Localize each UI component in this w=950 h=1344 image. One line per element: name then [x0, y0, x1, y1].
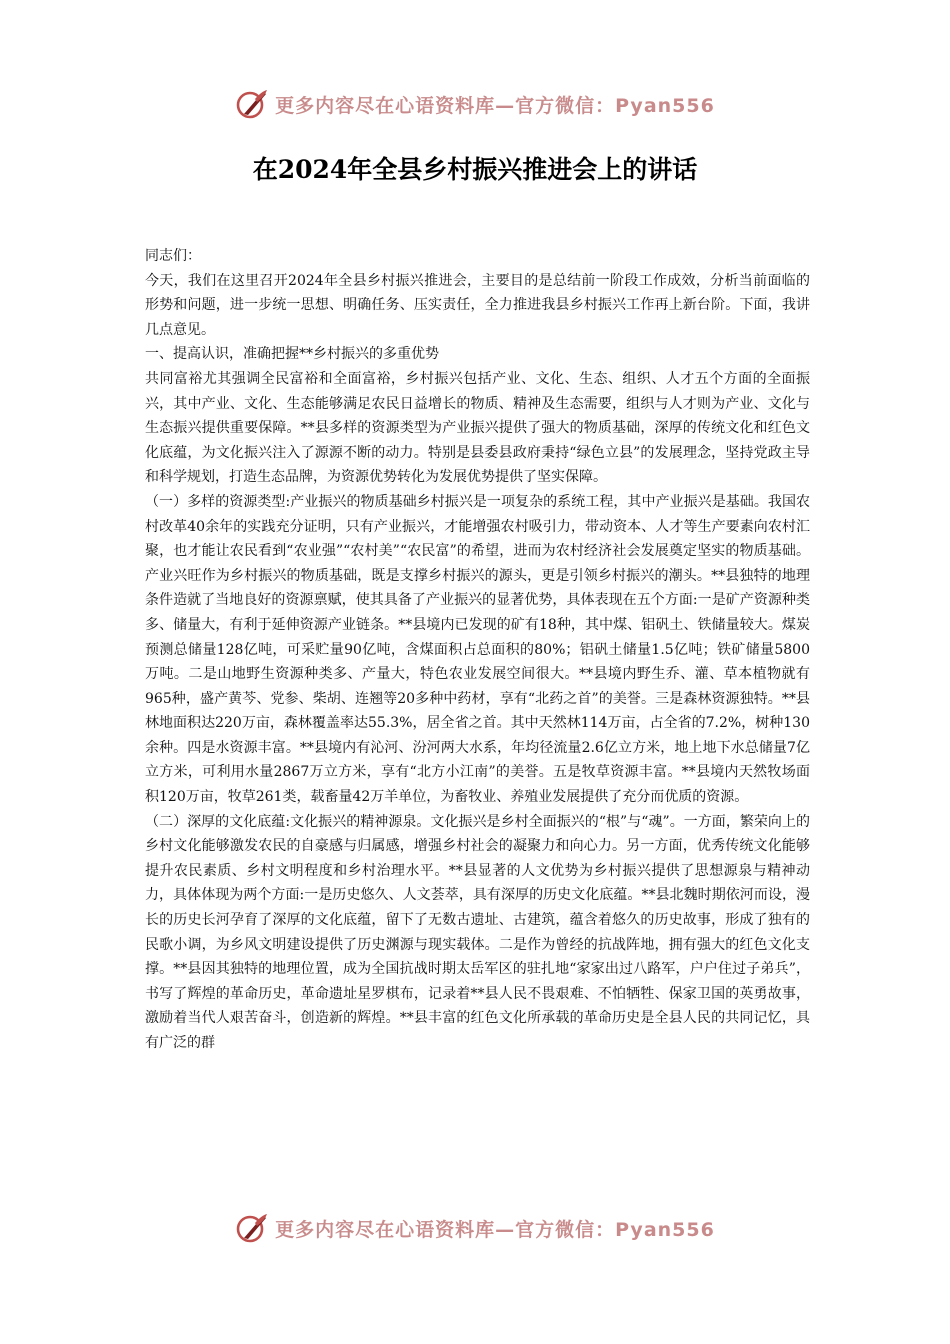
subsection-paragraph-2: （二）深厚的文化底蕴:文化振兴的精神源泉。文化振兴是乡村全面振兴的“根”与“魂”。一方面，繁荣向上的乡村文化能够激发农民的自豪感与归属感，增强乡村社会的凝聚力和向心力。另一方面，优秀传统文化能够提升农民素质、乡村文明程度和乡村治理水平。**县显著的人文优势为乡村振兴提供了思想源泉与精神动力，具体体现为两个方面:一是历史悠久、人文荟萃，具有深厚的历史文化底蕴。**县北魏时期依河而设，漫长的历史长河孕育了深厚的文化底蕴，留下了无数古遗址、古建筑，蕴含着悠久的历史故事，形成了独有的民歌小调，为乡风文明建设提供了历史渊源与现实载体。二是作为曾经的抗战阵地，拥有强大的红色文化支撑。**县因其独特的地理位置，成为全国抗战时期太岳军区的驻扎地“家家出过八路军，户户住过子弟兵”，书写了辉煌的革命历史，革命遗址星罗棋布，记录着**县人民不畏艰难、不怕牺牲、保家卫国的英勇故事，激励着当代人艰苦奋斗，创造新的辉煌。**县丰富的红色文化所承载的革命历史是全县人民的共同记忆，具有广泛的群	[145, 813, 810, 1051]
subsection-paragraph-1: （一）多样的资源类型:产业振兴的物质基础乡村振兴是一项复杂的系统工程，其中产业振兴是基础。我国农村改革40余年的实践充分证明，只有产业振兴，才能增强农村吸引力，带动资本、人才等生产要素向农村汇聚，也才能让农民看到“农业强”“农村美”“农民富”的希望，进而为农村经济社会发展奠定坚实的物质基础。产业兴旺作为乡村振兴的物质基础，既是支撑乡村振兴的源头，更是引领乡村振兴的潮头。**县独特的地理条件造就了当地良好的资源禀赋，使其具备了产业振兴的显著优势，具体表现在五个方面:一是矿产资源种类多、储量大，有利于延伸资源产业链条。**县境内已发现的矿有18种，其中煤、铝矾土、铁储量较大。煤炭预测总储量128亿吨，可采贮量90亿吨，含煤面积占总面积的80%；铝矾土储量1.5亿吨；铁矿储量5800万吨。二是山地野生资源种类多、产量大，特色农业发展空间很大。**县境内野生乔、灌、草本植物就有965种，盛产黄芩、党参、柴胡、连翘等20多种中药材，享有“北药之首”的美誉。三是森林资源独特。**县林地面积达220万亩，森林覆盖率达55.3%，居全省之首。其中天然林114万亩，占全省的7.2%，树种130余种。四是水资源丰富。**县境内有沁河、汾河两大水系，年均径流量2.6亿立方米，地上地下水总储量7亿立方米，可利用水量2867万立方米，享有“北方小江南”的美誉。五是牧草资源丰富。**县境内天然牧场面积120万亩，牧草261类，载畜量42万羊单位，为畜牧业、养殖业发展提供了充分而优质的资源。	[145, 493, 810, 806]
footer-watermark	[0, 1208, 950, 1248]
section-heading-1: 一、提高认识，准确把握**乡村振兴的多重优势	[145, 346, 439, 363]
watermark-text: 更多内容尽在心语资料库—官方微信：Pyan556	[275, 94, 715, 117]
header-watermark	[0, 84, 950, 124]
watermark-text: 更多内容尽在心语资料库—官方微信：Pyan556	[275, 1218, 715, 1241]
salutation: 同志们：	[145, 248, 201, 264]
document-title: 在2024年全县乡村振兴推进会上的讲话	[252, 155, 698, 184]
intro-paragraph: 今天，我们在这里召开2024年全县乡村振兴推进会，主要目的是总结前一阶段工作成效，分析当前面临的形势和问题，进一步统一思想、明确任务、压实责任，全力推进我县乡村振兴工作再上新台阶。下面，我讲几点意见。	[145, 272, 810, 338]
document-body	[145, 244, 810, 1056]
body-paragraph: 共同富裕尤其强调全民富裕和全面富裕，乡村振兴包括产业、文化、生态、组织、人才五个方面的全面振兴，其中产业、文化、生态能够满足农民日益增长的物质、精神及生态需要，组织与人才则为产业、文化与生态振兴提供重要保障。**县多样的资源类型为产业振兴提供了强大的物质基础，深厚的传统文化和红色文化底蕴，为文化振兴注入了源源不断的动力。特别是县委县政府秉持“绿色立县”的发展理念，坚持党政主导和科学规划，打造生态品牌，为资源优势转化为发展优势提供了坚实保障。	[145, 370, 810, 486]
quill-pen-logo-icon	[235, 87, 269, 121]
quill-pen-logo-icon	[235, 1211, 269, 1245]
